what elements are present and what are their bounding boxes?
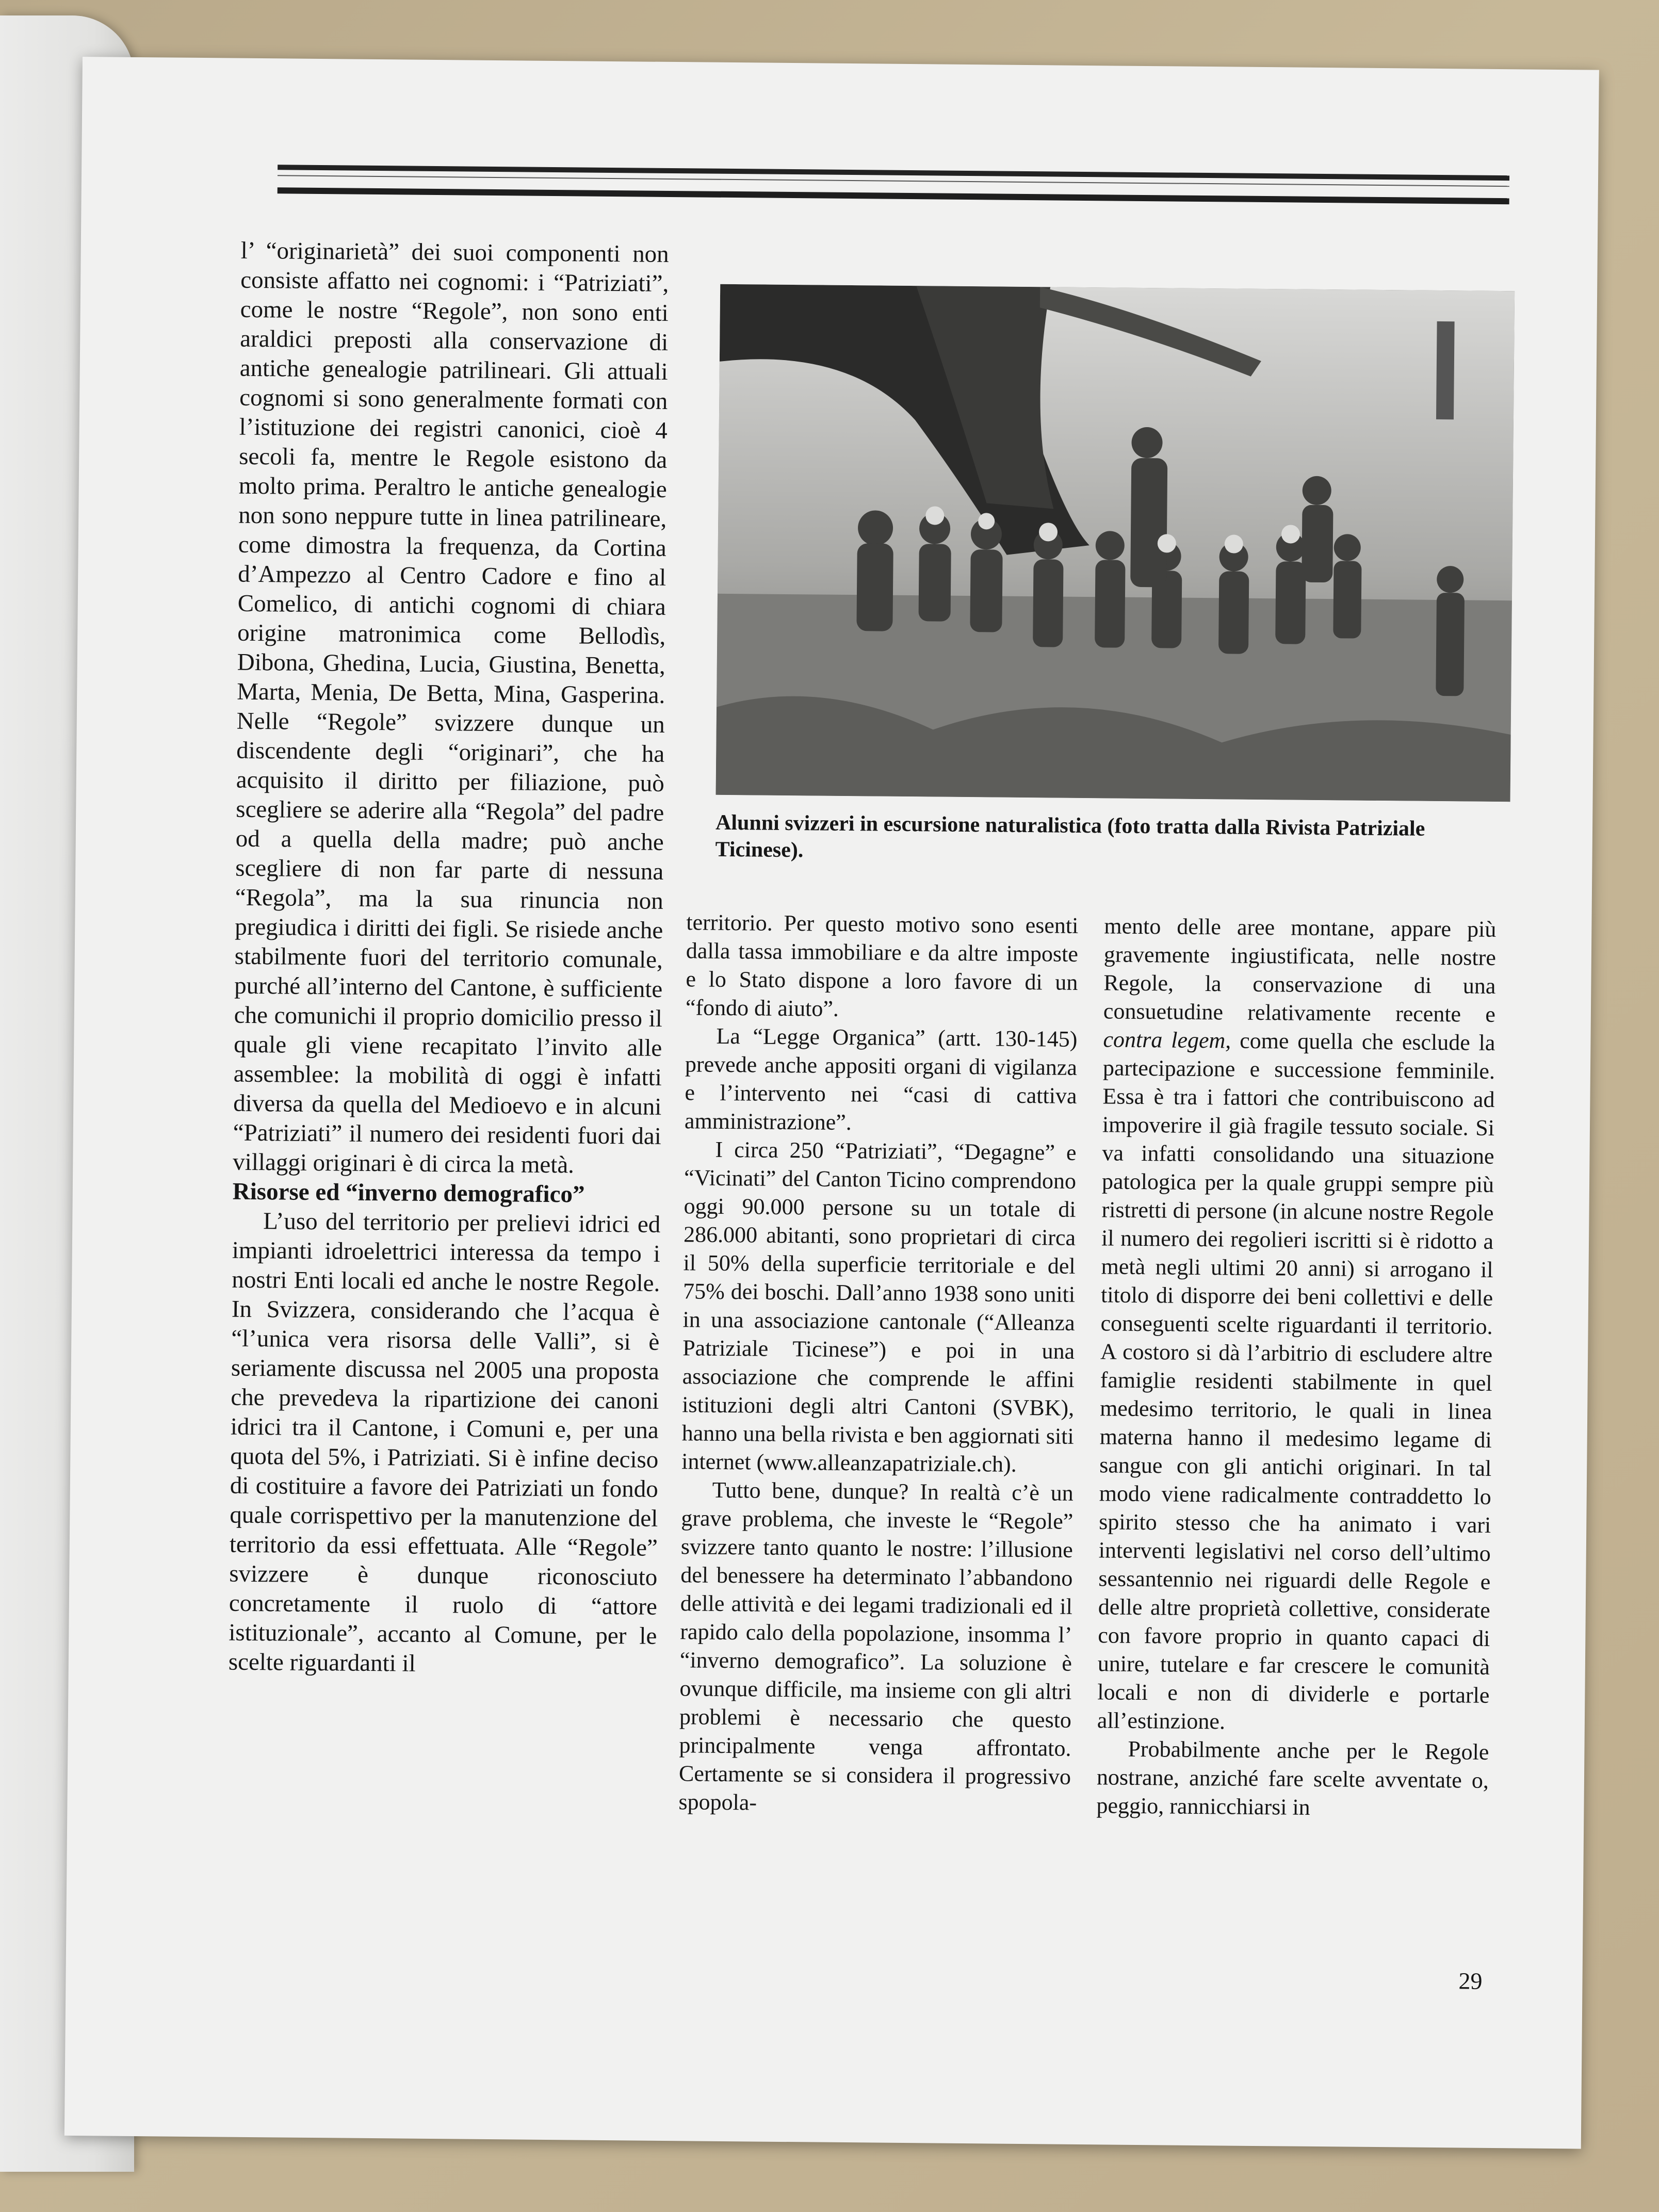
paragraph-legge-organica: La “Legge Organica” (artt. 130-145) prevede anche appositi organi di vigilanza e l’intervento nei “casi di cattiva amministrazione”. bbox=[684, 1023, 1078, 1135]
paragraph-uso-territorio: L’uso del territorio per prelievi idrici ed impianti idroelettrici interessa da tempo i nostri Enti locali ed anche le nostre Regole. In Svizzera, considerando che l’acqua è “l’unica vera risorsa delle Valli”, si è seriamente discussa nel 2005 una proposta che prevedeva la ripartizione dei canoni idrici tra il Cantone, i Comuni e, per una quota del 5%, i Patriziati. Si è infine deciso di costituire a favore dei Patriziati un fondo quale corrispettivo per la manutenzione del territorio da essi effettuata. Alle “Regole” svizzere è dunque riconosciuto concretamente il ruolo di “attore istituzionale”, accanto al Comune, per le scelte riguardanti il bbox=[228, 1208, 661, 1677]
photo-illustration bbox=[716, 284, 1515, 802]
paragraph-probabilmente: Probabilmente anche per le Regole nostrane, anziché fare scelte avventate o, peggio, rannicchiarsi in bbox=[1096, 1736, 1489, 1820]
text-column-3 bbox=[1096, 912, 1496, 1823]
paragraph-spopolamento: mento delle aree montane, appare più gravemente ingiustificata, nelle nostre Regole, la conservazione di una consuetudine relativamente recente e contra legem, come quella che esclude la partecipazione e successione femminile. Essa è tra i fattori che contribuiscono ad impoverire il già fragile tessuto sociale. Si va infatti consolidando una situazione patologica per la quale gruppi sempre più ristretti di persone (in alcune nostre Regole il numero dei regolieri iscritti si è ridotto a metà negli ultimi 20 anni) si arrogano il titolo di disporre dei beni collettivi e delle conseguenti scelte riguardanti il territorio. A costoro si dà l’arbitrio di escludere altre famiglie residenti stabilmente in quel medesimo territorio, le quali in linea materna hanno il medesimo legame di sangue con gli antichi originari. In tal modo viene radicalmente contraddetto lo spirito stesso che ha animato i vari interventi legislativi nel corso dell’ultimo sessantennio nei riguardi delle Regole e delle altre proprietà collettive, considerate con favore proprio in quanto capaci di unire, tutelare e far crescere le comunità locali e non di dividerle e portarle all’estinzione. bbox=[1097, 913, 1497, 1734]
paragraph-patriziati: I circa 250 “Patriziati”, “Degagne” e “Vicinati” del Canton Ticino comprendono oggi 90.000 persone su un totale di 286.000 abitanti, sono proprietari di circa il 50% della superficie territoriale e del 75% dei boschi. Dall’anno 1938 sono uniti in una associazione cantonale (“Alleanza Patriziale Ticinese”) e poi in una associazione che comprende le affini istituzioni degli altri Cantoni (SVBK), hanno una bella rivista e ben aggiornati siti internet (www.alleanzapatriziale.ch). bbox=[681, 1136, 1077, 1477]
paragraph-territorio: territorio. Per questo motivo sono esenti dalla tassa immobiliare e da altre imposte e lo Stato dispone a loro favore di un “fondo di aiuto”. bbox=[685, 909, 1079, 1021]
section-heading: Risorse ed “inverno demografico” bbox=[232, 1178, 585, 1208]
header-rule bbox=[278, 165, 1509, 204]
magazine-page bbox=[64, 57, 1599, 2149]
photo-caption: Alunni svizzeri in escursione naturalistica (foto tratta dalla Rivista Patriziale Ticinese). bbox=[715, 810, 1425, 863]
paragraph-originarieta: l’ “originarietà” dei suoi componenti non consiste affatto nei cognomi: i “Patriziati”, come le nostre “Regole”, non sono enti araldici preposti alla conservazione di antiche genealogie patrilineari. Gli attuali cognomi si sono generalmente formati con l’istituzione dei registri canonici, cioè 4 secoli fa, mentre le Regole esistono da molto prima. Peraltro le antiche genealogie non sono neppure tutte in linea patrilineare, come dimostra la frequenza, da Cortina d’Ampezzo al Centro Cadore e fino al Comelico, di antichi cognomi di chiara origine matronimica come Bellodìs, Dibona, Ghedina, Lucia, Giustina, Benetta, Marta, Menia, De Betta, Mina, Gasperina. Nelle “Regole” svizzere dunque un discendente degli “originari”, che ha acquisito il diritto per filiazione, può scegliere se aderire alla “Regola” del padre od a quella della madre; può anche scegliere di non far parte di nessuna “Regola”, ma la sua rinuncia non pregiudica i diritti dei figli. Se risiede anche stabilmente fuori del territorio comunale, purché all’interno del Cantone, è sufficiente che comunichi il proprio domicilio presso il quale gli viene recapitato l’invito alle assemblee: la mobilità di oggi è infatti diversa da quella del Medioevo e in alcuni “Patriziati” il numero dei residenti fuori dai villaggi originari è di circa la metà. bbox=[233, 237, 669, 1179]
text-column-2 bbox=[678, 908, 1078, 1819]
paragraph-tutto-bene: Tutto bene, dunque? In realtà c’è un grave problema, che investe le “Regole” svizzere tanto quanto le nostre: l’illusione del benessere ha determinato l’abbandono delle attività e dei legami tradizionali ed il rapido calo della popolazione, insomma l’ “inverno demografico”. La soluzione è ovunque difficile, ma insieme con gli altri problemi è necessario che questo principalmente venga affrontato. Certamente se si considera il progressivo spopola- bbox=[678, 1477, 1074, 1815]
page-number: 29 bbox=[1458, 1967, 1483, 1994]
text-column-1 bbox=[229, 236, 669, 1681]
article-photo bbox=[716, 284, 1515, 802]
